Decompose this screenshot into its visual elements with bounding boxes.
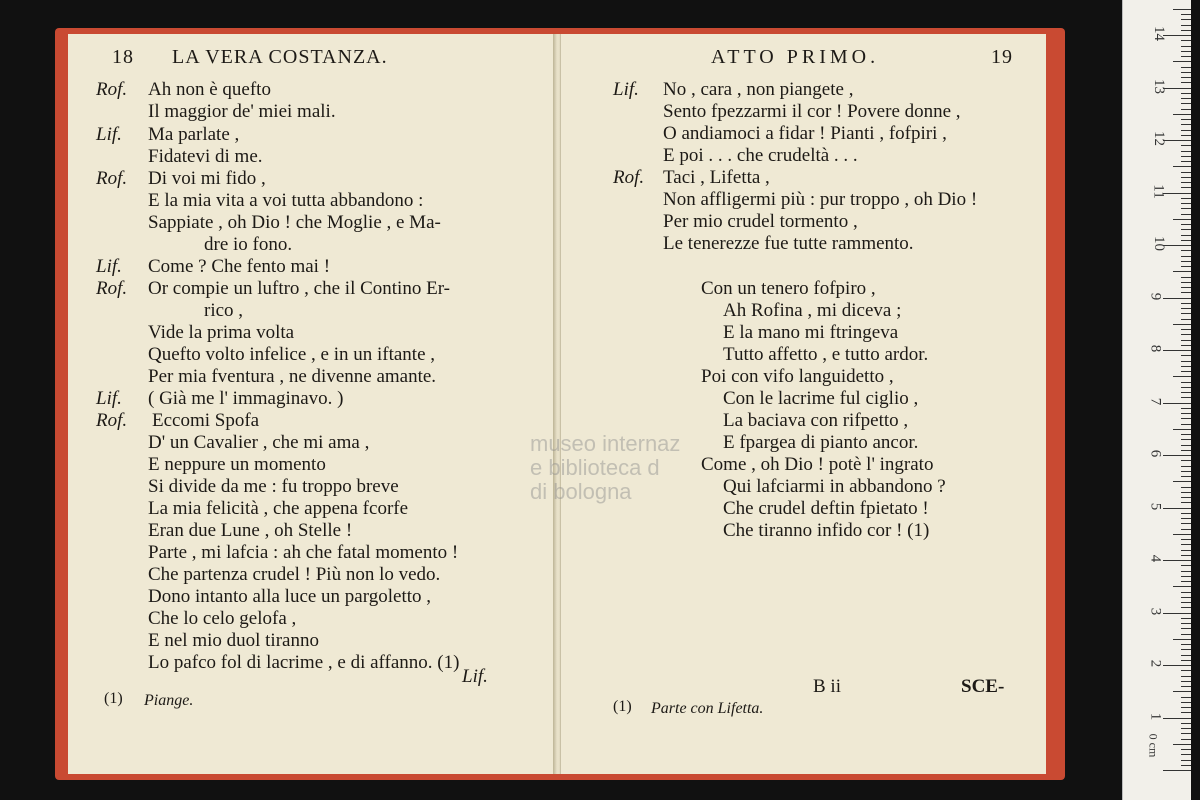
footnote-mark-left: (1): [104, 690, 123, 707]
ruler-number: 4: [1147, 554, 1164, 563]
ruler-tick: [1181, 313, 1191, 314]
ruler-tick: [1181, 56, 1191, 57]
aria-line: Con le lacrime ful ciglio ,: [723, 388, 919, 409]
ruler-tick: [1181, 77, 1191, 78]
ruler-tick: [1181, 151, 1191, 152]
ruler-tick: [1173, 271, 1191, 272]
ruler-tick: [1181, 82, 1191, 83]
ruler-tick: [1173, 9, 1191, 10]
catchword-right: SCE-: [961, 676, 1005, 697]
page-number-right: 19: [991, 46, 1013, 68]
ruler-tick: [1181, 676, 1191, 677]
ruler-tick: [1181, 124, 1191, 125]
ruler-tick: [1173, 534, 1191, 535]
ruler-tick: [1181, 361, 1191, 362]
text-line: rico ,: [204, 300, 244, 321]
museum-watermark: museo internaz e biblioteca d di bologna: [530, 431, 681, 504]
ruler-tick: [1181, 634, 1191, 635]
ruler-tick: [1181, 466, 1191, 467]
ruler-tick: [1173, 324, 1191, 325]
aria-line: Con un tenero fofpiro ,: [701, 278, 876, 299]
ruler-tick: [1181, 513, 1191, 514]
ruler-number: 6: [1147, 449, 1164, 458]
ruler-tick: [1181, 565, 1191, 566]
ruler-tick: [1181, 728, 1191, 729]
ruler-tick: [1181, 623, 1191, 624]
ruler-tick: [1181, 387, 1191, 388]
text-line: Che partenza crudel ! Più non lo vedo.: [148, 564, 441, 585]
aria-line: E la mano mi ftringeva: [723, 322, 899, 343]
speaker-label: Rof.: [96, 278, 128, 299]
ruler-tick: [1181, 739, 1191, 740]
text-line: E neppure un momento: [148, 454, 326, 475]
ruler-tick: [1181, 581, 1191, 582]
ruler-tick: [1181, 135, 1191, 136]
ruler-number: 12: [1151, 131, 1167, 146]
ruler-tick: [1181, 161, 1191, 162]
ruler-tick: [1181, 434, 1191, 435]
ruler-tick: [1181, 550, 1191, 551]
ruler-tick: [1173, 691, 1191, 692]
ruler-tick: [1173, 376, 1191, 377]
ruler-tick: [1181, 492, 1191, 493]
text-line: Parte , mi lafcia : ah che fatal momento !: [148, 542, 459, 563]
ruler-tick: [1181, 712, 1191, 713]
aria-line: La baciava con rifpetto ,: [723, 410, 909, 431]
aria-line: Ah Rofina , mi diceva ;: [723, 300, 902, 321]
ruler-number: 10: [1151, 236, 1167, 251]
text-line: Dono intanto alla luce un pargoletto ,: [148, 586, 431, 607]
ruler-tick: [1181, 476, 1191, 477]
ruler-tick: [1181, 602, 1191, 603]
ruler-tick: [1181, 334, 1191, 335]
ruler-tick: [1181, 240, 1191, 241]
ruler-tick: [1181, 686, 1191, 687]
ruler-tick: [1181, 523, 1191, 524]
ruler-tick: [1181, 46, 1191, 47]
ruler-tick: [1173, 586, 1191, 587]
ruler-tick: [1163, 298, 1191, 299]
ruler-tick: [1181, 40, 1191, 41]
ruler-tick: [1181, 214, 1191, 215]
footnote-text-left: Piange.: [144, 692, 194, 709]
ruler-tick: [1181, 282, 1191, 283]
ruler-tick: [1181, 93, 1191, 94]
ruler-number: 13: [1151, 78, 1167, 94]
aria-line: Qui lafciarmi in abbandono ?: [723, 476, 946, 497]
text-line: Vide la prima volta: [148, 322, 295, 343]
ruler-tick: [1181, 182, 1191, 183]
page-number-left: 18: [112, 46, 134, 68]
ruler-number: 3: [1147, 607, 1164, 615]
ruler-tick: [1163, 140, 1191, 141]
ruler-tick: [1181, 266, 1191, 267]
text-line: Come ? Che fento mai !: [148, 256, 331, 277]
text-line: Ah non è quefto: [148, 79, 271, 100]
ruler-tick: [1181, 67, 1191, 68]
text-line: Quefto volto infelice , e in un iftante ,: [148, 344, 436, 365]
ruler-number: 5: [1147, 502, 1164, 510]
ruler-tick: [1181, 14, 1191, 15]
ruler-tick: [1181, 235, 1191, 236]
speaker-label: Rof.: [96, 168, 128, 189]
ruler-tick: [1181, 261, 1191, 262]
text-line: ( Già me l' immaginavo. ): [148, 388, 344, 409]
ruler-tick: [1181, 660, 1191, 661]
ruler-tick: [1181, 471, 1191, 472]
ruler-tick: [1181, 539, 1191, 540]
ruler-tick: [1181, 618, 1191, 619]
left-page: [68, 34, 556, 774]
text-line: E nel mio duol tiranno: [148, 630, 319, 651]
ruler-tick: [1181, 319, 1191, 320]
ruler-tick: [1181, 518, 1191, 519]
ruler-tick: [1181, 702, 1191, 703]
text-line: Eran due Lune , oh Stelle !: [148, 520, 353, 541]
ruler-tick: [1181, 670, 1191, 671]
ruler-number: 11: [1150, 183, 1167, 199]
footnote-mark-right: (1): [613, 698, 632, 715]
text-line: Di voi mi fido ,: [148, 168, 266, 189]
text-line: Or compie un luftro , che il Contino Er-: [148, 278, 450, 299]
ruler-tick: [1173, 639, 1191, 640]
ruler-tick: [1181, 30, 1191, 31]
ruler-unit-label: 0 cm: [1146, 733, 1161, 758]
text-line: Taci , Lifetta ,: [663, 167, 770, 188]
ruler-tick: [1173, 166, 1191, 167]
ruler-tick: [1181, 765, 1191, 766]
ruler-tick: [1181, 760, 1191, 761]
ruler-tick: [1181, 592, 1191, 593]
text-line: Si divide da me : fu troppo breve: [148, 476, 399, 497]
text-line: D' un Cavalier , che mi ama ,: [148, 432, 370, 453]
aria-line: Che tiranno infido cor ! (1): [723, 520, 930, 541]
ruler-tick: [1181, 413, 1191, 414]
ruler-tick: [1181, 198, 1191, 199]
ruler-tick: [1181, 103, 1191, 104]
text-line: dre io fono.: [204, 234, 293, 255]
ruler-tick: [1181, 655, 1191, 656]
ruler-tick: [1181, 571, 1191, 572]
ruler-tick: [1181, 224, 1191, 225]
ruler-tick: [1181, 502, 1191, 503]
text-line: Sento fpezzarmi il cor ! Povere donne ,: [663, 101, 961, 122]
aria-line: Che crudel deftin fpietato !: [723, 498, 929, 519]
ruler-tick: [1163, 88, 1191, 89]
ruler-tick: [1181, 119, 1191, 120]
ruler-tick: [1181, 366, 1191, 367]
ruler-tick: [1181, 487, 1191, 488]
ruler-tick: [1181, 51, 1191, 52]
ruler-tick: [1173, 429, 1191, 430]
ruler-tick: [1181, 308, 1191, 309]
speaker-label: Rof.: [613, 167, 645, 188]
speaker-label: Rof.: [96, 79, 128, 100]
text-line: La mia felicità , che appena fcorfe: [148, 498, 409, 519]
ruler-tick: [1163, 455, 1191, 456]
ruler-tick: [1181, 256, 1191, 257]
ruler-tick: [1181, 544, 1191, 545]
ruler-tick: [1163, 403, 1191, 404]
ruler-tick: [1181, 329, 1191, 330]
measurement-ruler: [1122, 0, 1191, 800]
ruler-number: 2: [1147, 659, 1164, 668]
ruler-tick: [1181, 628, 1191, 629]
ruler-tick: [1163, 718, 1191, 719]
text-line: O andiamoci a fidar ! Pianti , fofpiri ,: [663, 123, 947, 144]
ruler-tick: [1181, 208, 1191, 209]
text-line: Che lo celo gelofa ,: [148, 608, 297, 629]
ruler-tick: [1181, 607, 1191, 608]
ruler-tick: [1181, 382, 1191, 383]
ruler-tick: [1181, 723, 1191, 724]
running-title-left: LA VERA COSTANZA.: [172, 46, 388, 68]
ruler-number: 9: [1147, 292, 1164, 300]
aria-line: Come , oh Dio ! potè l' ingrato: [701, 454, 934, 475]
ruler-tick: [1181, 277, 1191, 278]
ruler-tick: [1173, 61, 1191, 62]
ruler-tick: [1181, 450, 1191, 451]
ruler-tick: [1181, 649, 1191, 650]
ruler-tick: [1181, 424, 1191, 425]
ruler-tick: [1181, 371, 1191, 372]
ruler-tick: [1181, 697, 1191, 698]
ruler-tick: [1181, 445, 1191, 446]
catchword-left: Lif.: [462, 666, 488, 687]
ruler-tick: [1181, 497, 1191, 498]
ruler-tick: [1163, 35, 1191, 36]
ruler-tick: [1181, 439, 1191, 440]
text-line: E la mia vita a voi tutta abbandono :: [148, 190, 424, 211]
ruler-tick: [1181, 576, 1191, 577]
text-line: Eccomi Spofa: [152, 410, 260, 431]
ruler-tick: [1163, 193, 1191, 194]
ruler-tick: [1181, 19, 1191, 20]
ruler-tick: [1181, 250, 1191, 251]
right-page: [560, 34, 1046, 774]
ruler-tick: [1181, 292, 1191, 293]
text-line: Le tenerezze fue tutte rammento.: [663, 233, 914, 254]
ruler-tick: [1181, 130, 1191, 131]
ruler-tick: [1181, 397, 1191, 398]
ruler-tick: [1181, 644, 1191, 645]
ruler-tick: [1181, 345, 1191, 346]
ruler-number: 7: [1147, 397, 1164, 405]
ruler-tick: [1181, 177, 1191, 178]
ruler-tick: [1181, 187, 1191, 188]
text-line: Non affligermi più : pur troppo , oh Dio !: [663, 189, 978, 210]
signature-mark: B ii: [813, 676, 841, 697]
footnote-text-right: Parte con Lifetta.: [651, 700, 764, 717]
speaker-label: Lif.: [96, 388, 122, 409]
ruler-tick: [1181, 203, 1191, 204]
ruler-number: 8: [1147, 344, 1164, 353]
text-line: Sappiate , oh Dio ! che Moglie , e Ma-: [148, 212, 441, 233]
text-line: E poi . . . che crudeltà . . .: [663, 145, 858, 166]
ruler-tick: [1163, 613, 1191, 614]
ruler-tick: [1181, 749, 1191, 750]
ruler-tick: [1163, 665, 1191, 666]
ruler-tick: [1173, 114, 1191, 115]
speaker-label: Lif.: [613, 79, 639, 100]
aria-line: Poi con vifo languidetto ,: [701, 366, 894, 387]
ruler-tick: [1181, 156, 1191, 157]
ruler-tick: [1181, 340, 1191, 341]
text-line: Lo pafco fol di lacrime , e di affanno. (1): [148, 652, 460, 673]
text-line: Per mia fventura , ne divenne amante.: [148, 366, 437, 387]
text-line: Ma parlate ,: [148, 124, 240, 145]
ruler-number: 14: [1151, 26, 1167, 41]
text-line: Il maggior de' miei mali.: [148, 101, 336, 122]
speaker-label: Lif.: [96, 256, 122, 277]
text-line: No , cara , non piangete ,: [663, 79, 854, 100]
ruler-tick: [1163, 245, 1191, 246]
ruler-tick: [1181, 25, 1191, 26]
ruler-tick: [1163, 508, 1191, 509]
ruler-tick: [1181, 392, 1191, 393]
ruler-tick: [1181, 529, 1191, 530]
ruler-tick: [1173, 481, 1191, 482]
running-title-right: ATTO PRIMO.: [711, 46, 880, 68]
ruler-tick: [1181, 408, 1191, 409]
aria-line: Tutto affetto , e tutto ardor.: [723, 344, 929, 365]
ruler-tick: [1163, 770, 1191, 771]
ruler-tick: [1181, 98, 1191, 99]
ruler-tick: [1173, 219, 1191, 220]
text-line: Fidatevi di me.: [148, 146, 263, 167]
ruler-tick: [1181, 172, 1191, 173]
ruler-tick: [1181, 681, 1191, 682]
ruler-tick: [1181, 355, 1191, 356]
ruler-tick: [1181, 418, 1191, 419]
ruler-tick: [1181, 555, 1191, 556]
ruler-tick: [1181, 460, 1191, 461]
ruler-tick: [1163, 350, 1191, 351]
ruler-tick: [1181, 303, 1191, 304]
ruler-tick: [1181, 707, 1191, 708]
ruler-number: 1: [1147, 712, 1164, 720]
aria-line: E fpargea di pianto ancor.: [723, 432, 919, 453]
ruler-tick: [1181, 72, 1191, 73]
text-line: Per mio crudel tormento ,: [663, 211, 858, 232]
ruler-tick: [1181, 109, 1191, 110]
ruler-tick: [1181, 229, 1191, 230]
ruler-tick: [1173, 744, 1191, 745]
ruler-tick: [1181, 287, 1191, 288]
ruler-tick: [1163, 560, 1191, 561]
speaker-label: Rof.: [96, 410, 128, 431]
speaker-label: Lif.: [96, 124, 122, 145]
ruler-tick: [1181, 597, 1191, 598]
ruler-tick: [1181, 754, 1191, 755]
ruler-tick: [1181, 733, 1191, 734]
ruler-tick: [1181, 145, 1191, 146]
